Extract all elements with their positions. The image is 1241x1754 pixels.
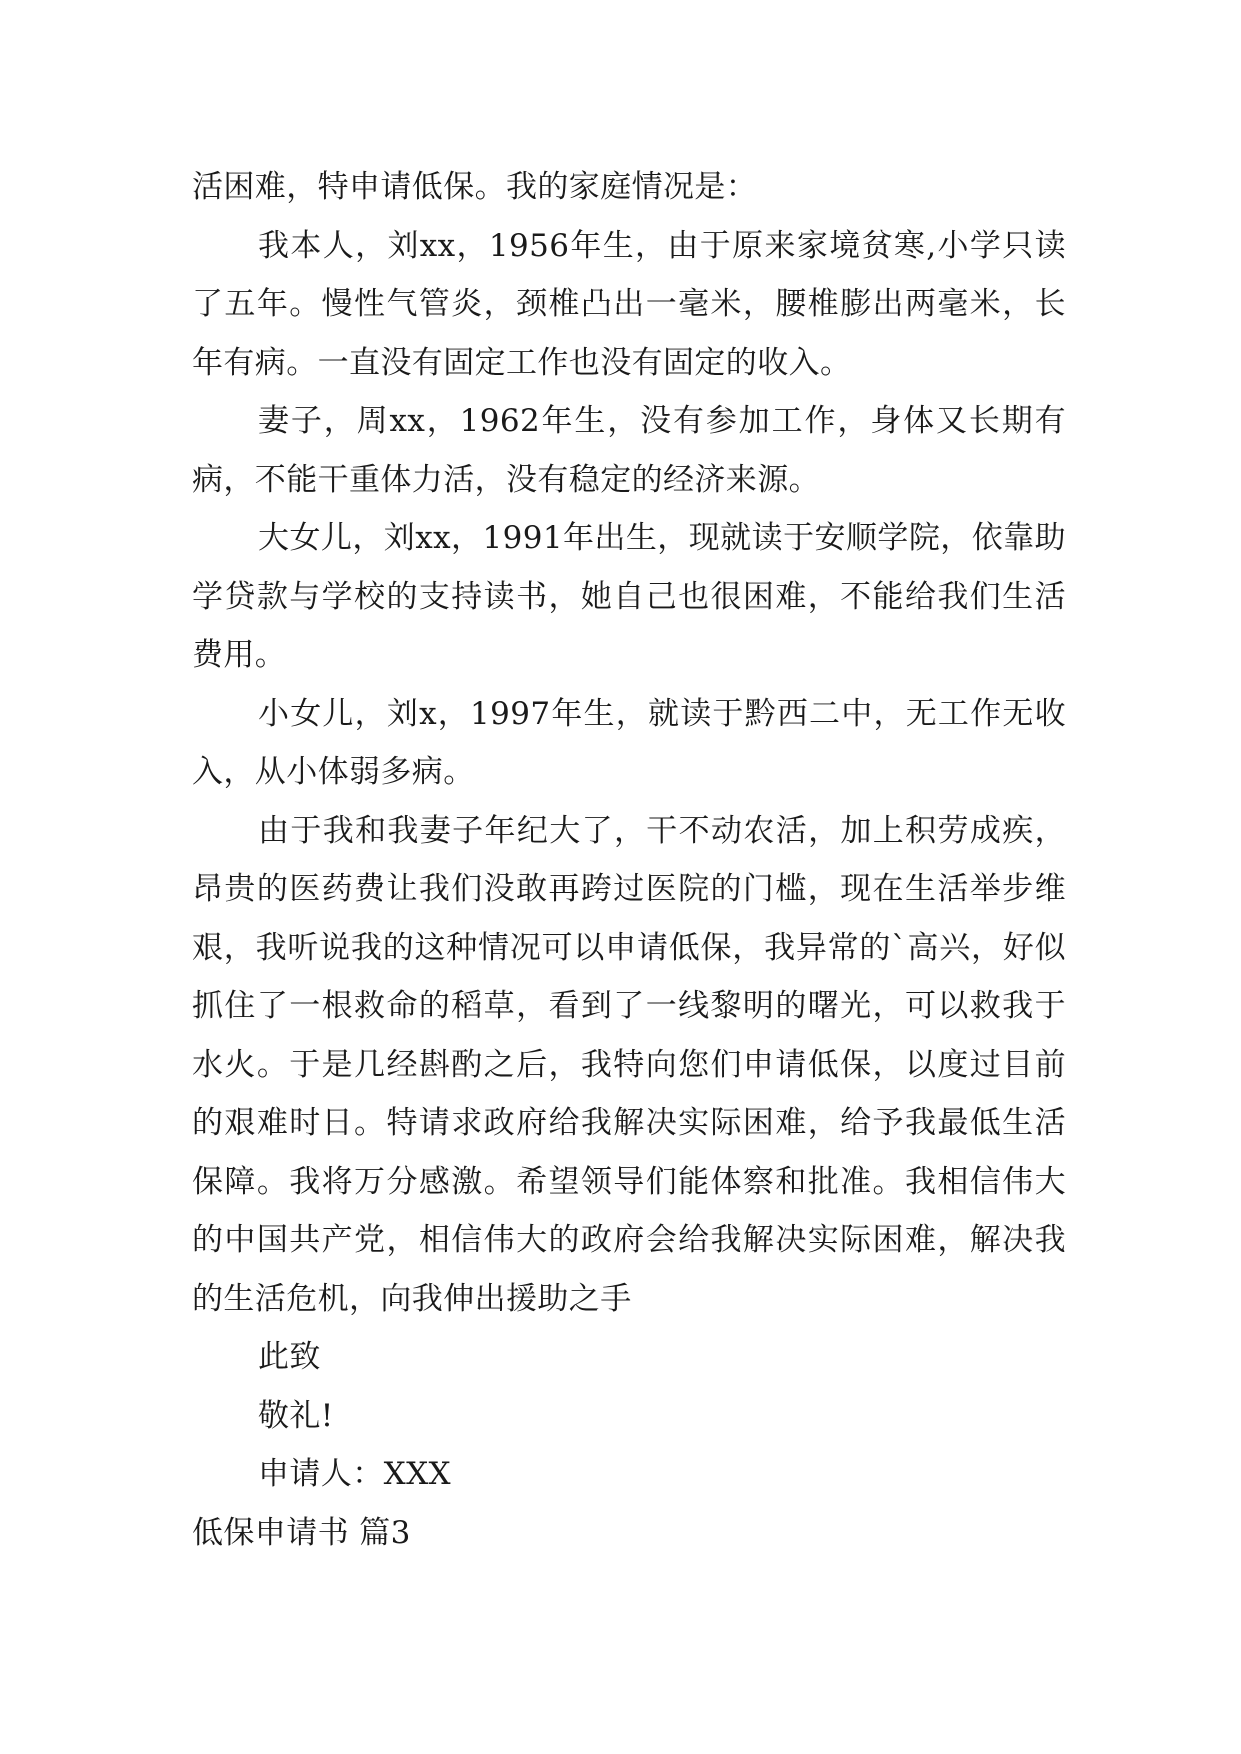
paragraph-elder-daughter: 大女儿，刘xx，1991年出生，现就读于安顺学院，依靠助学贷款与学校的支持读书，她自己也很困难，不能给我们生活费用。 — [192, 520, 1066, 673]
paragraph-continuation: 活困难，特申请低保。我的家庭情况是： — [192, 169, 758, 205]
paragraph-younger-daughter: 小女儿，刘x，1997年生，就读于黔西二中，无工作无收入，从小体弱多病。 — [192, 695, 1066, 790]
signature-line: 申请人：XXX — [258, 1456, 452, 1492]
document-body — [192, 158, 1066, 1562]
closing-line: 此致 — [258, 1339, 321, 1375]
next-section-heading: 低保申请书 篇3 — [192, 1514, 411, 1551]
paragraph-self: 我本人，刘xx，1956年生，由于原来家境贫寒,小学只读了五年。慢性气管炎，颈椎凸出一毫米，腰椎膨出两毫米，长年有病。一直没有固定工作也没有固定的收入。 — [192, 227, 1066, 381]
paragraph-request: 由于我和我妻子年纪大了，干不动农活，加上积劳成疾，昂贵的医药费让我们没敢再跨过医院的门槛，现在生活举步维艰，我听说我的这种情况可以申请低保，我异常的`高兴，好似抓住了一根救命的稻草，看到了一线黎明的曙光，可以救我于水火。于是几经斟酌之后，我特向您们申请低保，以度过目前的艰难时日。特请求政府给我解决实际困难，给予我最低生活保障。我将万分感激。希望领导们能体察和批准。我相信伟大的中国共产党，相信伟大的政府会给我解决实际困难，解决我的生活危机，向我伸出援助之手 — [192, 812, 1066, 1317]
salute-line: 敬礼! — [258, 1397, 334, 1434]
paragraph-wife: 妻子，周xx，1962年生，没有参加工作，身体又长期有病，不能干重体力活，没有稳定的经济来源。 — [192, 403, 1066, 498]
